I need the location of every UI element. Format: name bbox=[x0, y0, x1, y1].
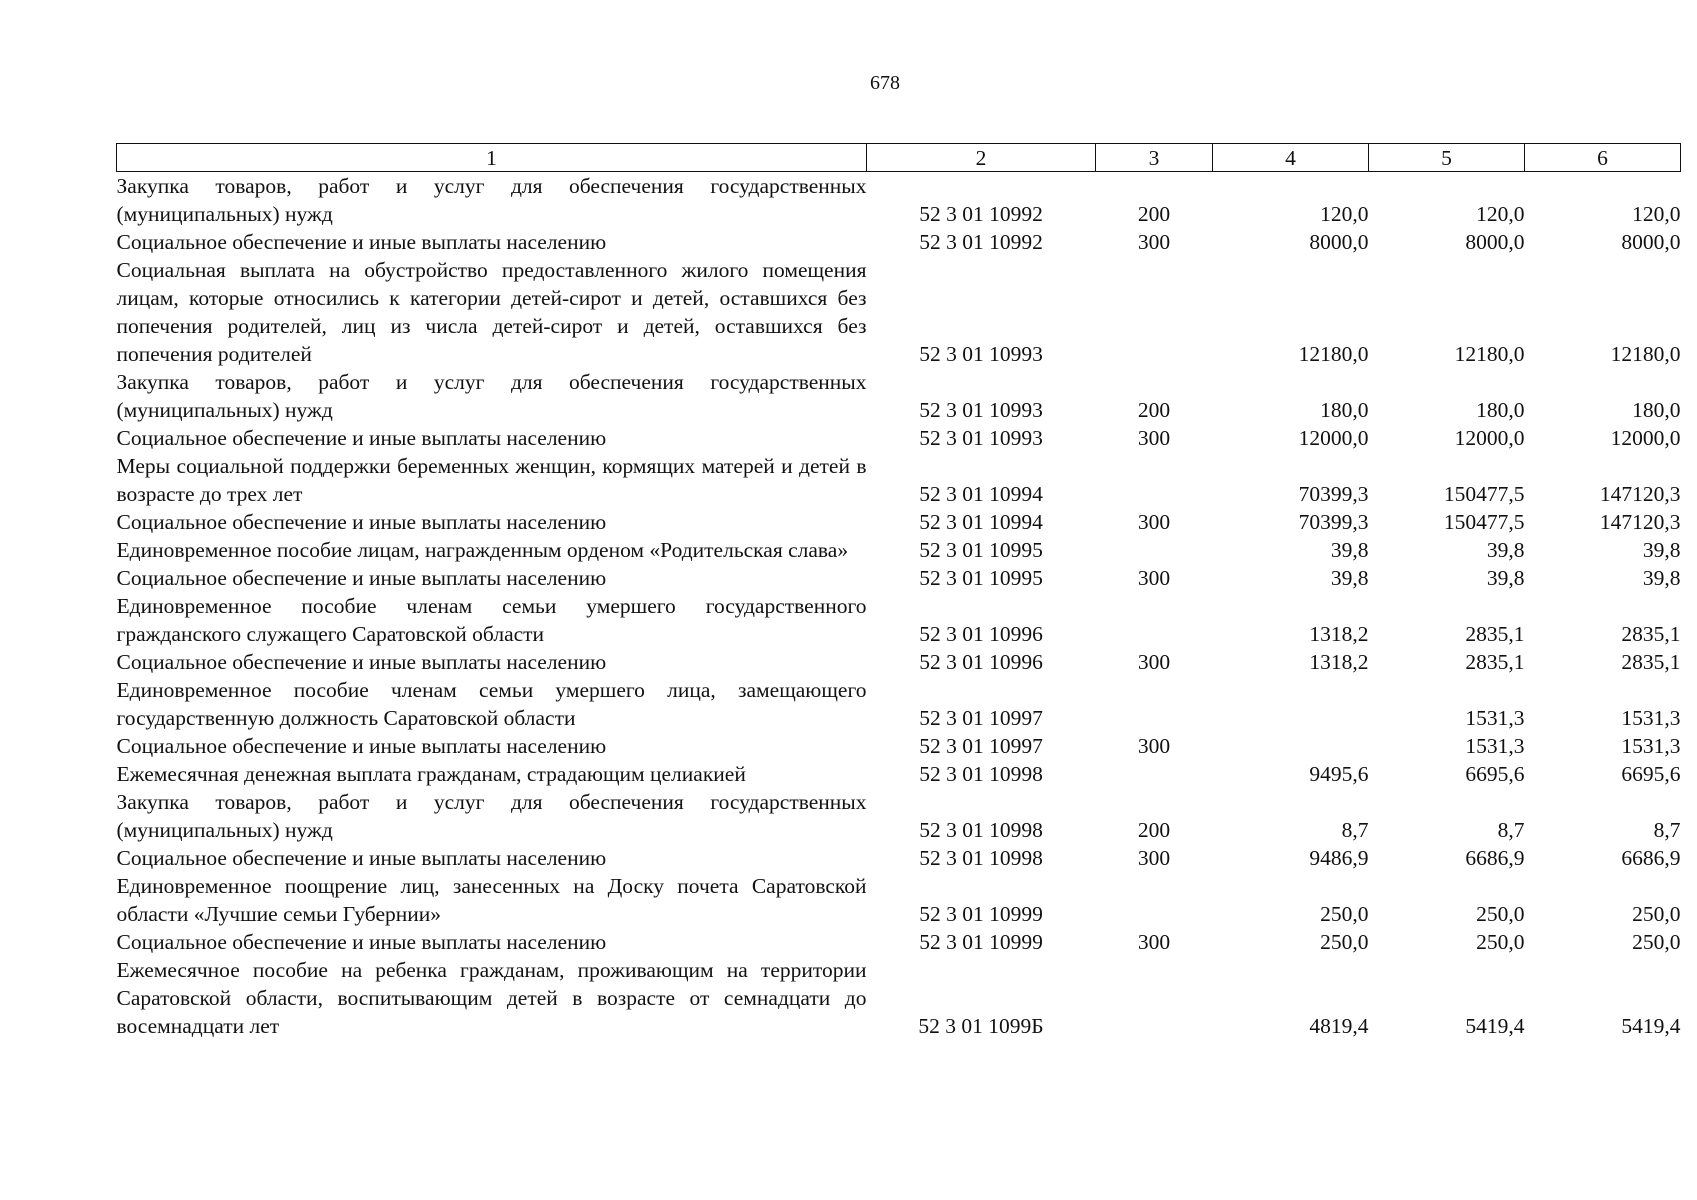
table-row bbox=[117, 508, 1681, 536]
row-name-cell: Ежемесячная денежная выплата гражданам, страдающим целиакией bbox=[116, 762, 746, 786]
table-header bbox=[117, 144, 1681, 172]
row-code-cell: 52 3 01 10999 bbox=[919, 930, 1043, 954]
column-header-amount-6: 6 bbox=[1525, 144, 1681, 172]
row-amount-6-cell: 1531,3 bbox=[1621, 734, 1681, 758]
row-amount-5-cell: 150477,5 bbox=[1443, 510, 1525, 534]
table-row bbox=[117, 732, 1681, 760]
row-code-cell: 52 3 01 10995 bbox=[919, 538, 1043, 562]
row-amount-4-cell: 250,0 bbox=[1320, 902, 1369, 926]
row-amount-5-cell: 5419,4 bbox=[1465, 1014, 1525, 1038]
row-name-cell: Социальное обеспечение и иные выплаты населению bbox=[116, 566, 607, 590]
table-row bbox=[117, 648, 1681, 676]
row-name-cell: Единовременное пособие лицам, награжденным орденом «Родительская слава» bbox=[116, 538, 849, 562]
table-row bbox=[117, 172, 1681, 229]
row-amount-4-cell: 250,0 bbox=[1320, 930, 1369, 954]
row-expense-type-cell: 300 bbox=[1137, 734, 1171, 758]
row-amount-4-cell bbox=[1213, 732, 1369, 760]
row-name-cell: Социальное обеспечение и иные выплаты населению bbox=[116, 510, 607, 534]
column-header-amount-5: 5 bbox=[1369, 144, 1525, 172]
row-name-cell: Социальное обеспечение и иные выплаты населению bbox=[116, 426, 607, 450]
row-amount-4-cell: 12000,0 bbox=[1298, 426, 1369, 450]
row-expense-type-cell bbox=[1096, 956, 1213, 1040]
row-amount-5-cell: 39,8 bbox=[1486, 538, 1525, 562]
row-amount-6-cell: 120,0 bbox=[1632, 202, 1681, 226]
row-name-cell: Социальное обеспечение и иные выплаты населению bbox=[116, 230, 607, 254]
row-name-cell: Социальное обеспечение и иные выплаты населению bbox=[116, 930, 607, 954]
row-expense-type-cell: 300 bbox=[1137, 650, 1171, 674]
row-amount-5-cell: 12000,0 bbox=[1454, 426, 1525, 450]
row-name-cell: Закупка товаров, работ и услуг для обеспечения государственных (муниципальных) нужд bbox=[116, 174, 867, 226]
table-row bbox=[117, 368, 1681, 424]
row-code-cell: 52 3 01 10993 bbox=[919, 426, 1043, 450]
row-amount-5-cell: 12180,0 bbox=[1454, 342, 1525, 366]
row-amount-4-cell: 9495,6 bbox=[1309, 762, 1369, 786]
table-row bbox=[117, 228, 1681, 256]
row-amount-4-cell: 39,8 bbox=[1330, 566, 1369, 590]
table-row bbox=[117, 676, 1681, 732]
row-code-cell: 52 3 01 10994 bbox=[919, 482, 1043, 506]
row-code-cell: 52 3 01 10994 bbox=[919, 510, 1043, 534]
table-row bbox=[117, 424, 1681, 452]
column-header-code: 2 bbox=[867, 144, 1096, 172]
row-amount-6-cell: 147120,3 bbox=[1599, 482, 1681, 506]
row-code-cell: 52 3 01 10998 bbox=[919, 818, 1043, 842]
row-amount-5-cell: 6686,9 bbox=[1465, 846, 1525, 870]
row-amount-6-cell: 6695,6 bbox=[1621, 762, 1681, 786]
table-row bbox=[117, 452, 1681, 508]
row-amount-4-cell: 8,7 bbox=[1341, 818, 1369, 842]
row-code-cell: 52 3 01 10992 bbox=[919, 230, 1043, 254]
row-expense-type-cell bbox=[1096, 760, 1213, 788]
row-amount-4-cell: 1318,2 bbox=[1309, 650, 1369, 674]
row-amount-5-cell: 250,0 bbox=[1476, 930, 1525, 954]
row-amount-4-cell: 70399,3 bbox=[1298, 482, 1369, 506]
row-amount-5-cell: 120,0 bbox=[1476, 202, 1525, 226]
row-expense-type-cell bbox=[1096, 536, 1213, 564]
row-expense-type-cell: 300 bbox=[1137, 510, 1171, 534]
row-code-cell: 52 3 01 10997 bbox=[919, 734, 1043, 758]
row-name-cell: Меры социальной поддержки беременных женщин, кормящих матерей и детей в возрасте до трех лет bbox=[116, 454, 867, 506]
table-row bbox=[117, 760, 1681, 788]
row-expense-type-cell bbox=[1096, 676, 1213, 732]
row-amount-6-cell: 8000,0 bbox=[1621, 230, 1681, 254]
table-row bbox=[117, 536, 1681, 564]
row-amount-5-cell: 180,0 bbox=[1476, 398, 1525, 422]
page-number: 678 bbox=[870, 72, 900, 94]
row-code-cell: 52 3 01 10993 bbox=[919, 342, 1043, 366]
row-name-cell: Социальная выплата на обустройство предоставленного жилого помещения лицам, которые относились к категории детей-сирот и детей, оставшихся без попечения родителей, лиц из числа детей-сирот и детей, оставшихся без попечения родителей bbox=[116, 258, 867, 366]
row-name-cell: Социальное обеспечение и иные выплаты населению bbox=[116, 734, 607, 758]
row-expense-type-cell bbox=[1096, 872, 1213, 928]
row-name-cell: Единовременное поощрение лиц, занесенных на Доску почета Саратовской области «Лучшие семьи Губернии» bbox=[116, 874, 867, 926]
table-row bbox=[117, 256, 1681, 368]
row-amount-4-cell: 12180,0 bbox=[1298, 342, 1369, 366]
row-code-cell: 52 3 01 10998 bbox=[919, 762, 1043, 786]
row-expense-type-cell bbox=[1096, 592, 1213, 648]
row-amount-5-cell: 150477,5 bbox=[1443, 482, 1525, 506]
table-row bbox=[117, 928, 1681, 956]
row-code-cell: 52 3 01 1099Б bbox=[918, 1014, 1044, 1038]
table-body bbox=[117, 172, 1681, 1041]
row-amount-5-cell: 8000,0 bbox=[1465, 230, 1525, 254]
row-code-cell: 52 3 01 10999 bbox=[919, 902, 1043, 926]
row-amount-6-cell: 1531,3 bbox=[1621, 706, 1681, 730]
row-amount-5-cell: 1531,3 bbox=[1465, 734, 1525, 758]
table-row bbox=[117, 788, 1681, 844]
row-expense-type-cell: 300 bbox=[1137, 846, 1171, 870]
row-amount-6-cell: 12180,0 bbox=[1610, 342, 1681, 366]
row-expense-type-cell bbox=[1096, 256, 1213, 368]
row-amount-6-cell: 6686,9 bbox=[1621, 846, 1681, 870]
row-name-cell: Социальное обеспечение и иные выплаты населению bbox=[116, 650, 607, 674]
row-expense-type-cell: 300 bbox=[1137, 566, 1171, 590]
row-name-cell: Единовременное пособие членам семьи умершего государственного гражданского служащего Саратовской области bbox=[116, 594, 867, 646]
column-header-name: 1 bbox=[117, 144, 867, 172]
row-expense-type-cell: 200 bbox=[1137, 202, 1171, 226]
row-code-cell: 52 3 01 10997 bbox=[919, 706, 1043, 730]
row-expense-type-cell: 300 bbox=[1137, 426, 1171, 450]
table-row bbox=[117, 872, 1681, 928]
row-code-cell: 52 3 01 10996 bbox=[919, 650, 1043, 674]
row-amount-4-cell: 9486,9 bbox=[1309, 846, 1369, 870]
row-amount-6-cell: 2835,1 bbox=[1621, 622, 1681, 646]
row-code-cell: 52 3 01 10992 bbox=[919, 202, 1043, 226]
row-amount-6-cell: 12000,0 bbox=[1610, 426, 1681, 450]
column-header-expense-type: 3 bbox=[1096, 144, 1213, 172]
row-amount-4-cell: 180,0 bbox=[1320, 398, 1369, 422]
row-expense-type-cell: 300 bbox=[1137, 230, 1171, 254]
row-name-cell: Социальное обеспечение и иные выплаты населению bbox=[116, 846, 607, 870]
row-amount-5-cell: 39,8 bbox=[1486, 566, 1525, 590]
row-amount-6-cell: 2835,1 bbox=[1621, 650, 1681, 674]
row-expense-type-cell bbox=[1096, 452, 1213, 508]
column-header-amount-4: 4 bbox=[1213, 144, 1369, 172]
row-amount-4-cell: 4819,4 bbox=[1309, 1014, 1369, 1038]
row-name-cell: Единовременное пособие членам семьи умершего лица, замещающего государственную должность Саратовской области bbox=[116, 678, 867, 730]
table-row bbox=[117, 956, 1681, 1040]
row-amount-5-cell: 250,0 bbox=[1476, 902, 1525, 926]
row-code-cell: 52 3 01 10996 bbox=[919, 622, 1043, 646]
row-code-cell: 52 3 01 10995 bbox=[919, 566, 1043, 590]
row-name-cell: Закупка товаров, работ и услуг для обеспечения государственных (муниципальных) нужд bbox=[116, 370, 867, 422]
row-amount-6-cell: 250,0 bbox=[1632, 902, 1681, 926]
row-amount-5-cell: 6695,6 bbox=[1465, 762, 1525, 786]
row-amount-6-cell: 8,7 bbox=[1653, 818, 1681, 842]
budget-table bbox=[116, 143, 1681, 1040]
row-amount-6-cell: 39,8 bbox=[1642, 566, 1681, 590]
row-amount-4-cell: 70399,3 bbox=[1298, 510, 1369, 534]
header-row bbox=[117, 144, 1681, 172]
row-amount-6-cell: 5419,4 bbox=[1621, 1014, 1681, 1038]
row-amount-5-cell: 2835,1 bbox=[1465, 650, 1525, 674]
row-amount-4-cell: 1318,2 bbox=[1309, 622, 1369, 646]
row-amount-6-cell: 250,0 bbox=[1632, 930, 1681, 954]
row-amount-5-cell: 1531,3 bbox=[1465, 706, 1525, 730]
table-row bbox=[117, 592, 1681, 648]
row-amount-6-cell: 147120,3 bbox=[1599, 510, 1681, 534]
table-row bbox=[117, 844, 1681, 872]
row-code-cell: 52 3 01 10993 bbox=[919, 398, 1043, 422]
row-amount-5-cell: 8,7 bbox=[1497, 818, 1525, 842]
row-amount-4-cell bbox=[1213, 676, 1369, 732]
row-amount-6-cell: 180,0 bbox=[1632, 398, 1681, 422]
row-amount-4-cell: 120,0 bbox=[1320, 202, 1369, 226]
row-code-cell: 52 3 01 10998 bbox=[919, 846, 1043, 870]
row-amount-4-cell: 39,8 bbox=[1330, 538, 1369, 562]
table-row bbox=[117, 564, 1681, 592]
row-name-cell: Ежемесячное пособие на ребенка гражданам, проживающим на территории Саратовской области, воспитывающим детей в возрасте от семнадцати до восемнадцати лет bbox=[116, 958, 867, 1038]
row-amount-4-cell: 8000,0 bbox=[1309, 230, 1369, 254]
row-amount-6-cell: 39,8 bbox=[1642, 538, 1681, 562]
row-name-cell: Закупка товаров, работ и услуг для обеспечения государственных (муниципальных) нужд bbox=[116, 790, 867, 842]
row-expense-type-cell: 200 bbox=[1137, 398, 1171, 422]
row-amount-5-cell: 2835,1 bbox=[1465, 622, 1525, 646]
row-expense-type-cell: 200 bbox=[1137, 818, 1171, 842]
row-expense-type-cell: 300 bbox=[1137, 930, 1171, 954]
